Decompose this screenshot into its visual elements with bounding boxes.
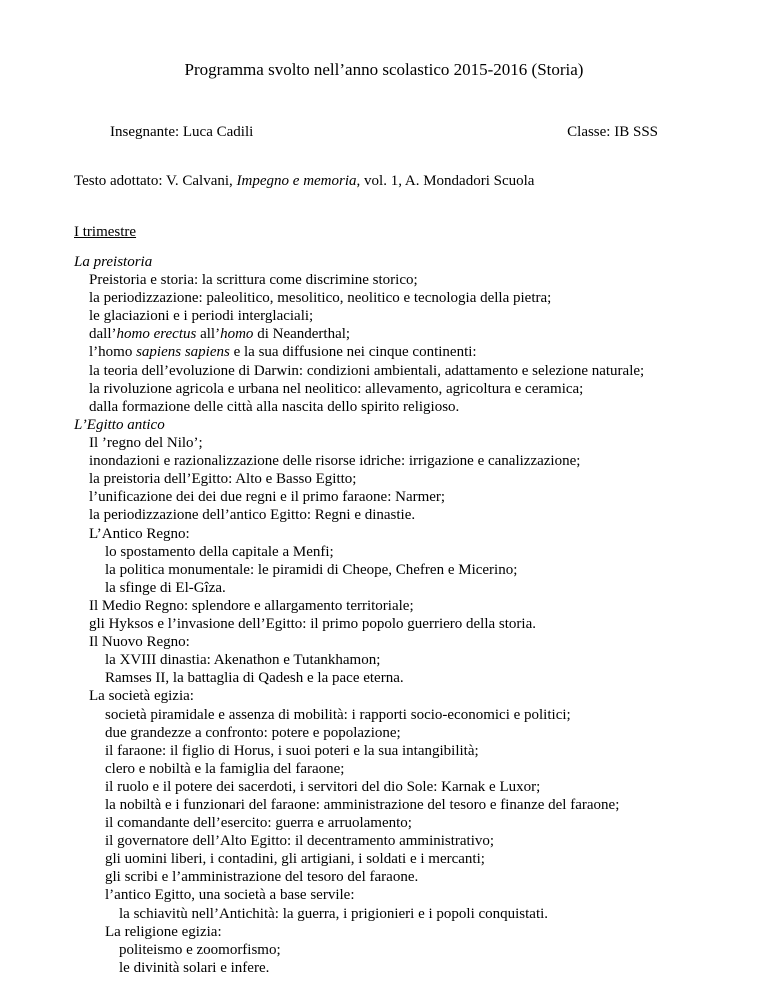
list-item: Il ’regno del Nilo’; xyxy=(89,435,203,452)
list-item: due grandezze a confronto: potere e popolazione; xyxy=(105,724,401,741)
text-fragment: dall’ xyxy=(89,326,117,343)
list-item: lo spostamento della capitale a Menfi; xyxy=(105,543,334,560)
list-item: dalla formazione delle città alla nascita dello spirito religioso. xyxy=(89,398,460,415)
text-fragment: e la sua diffusione nei cinque continenti: xyxy=(229,344,477,361)
list-item: l’antico Egitto, una società a base servile: xyxy=(105,887,355,904)
list-item: la schiavitù nell’Antichità: la guerra, i prigionieri e i popoli conquistati. xyxy=(119,905,549,922)
textbook-title: Impegno e memoria xyxy=(236,173,357,189)
list-item: politeismo e zoomorfismo; xyxy=(119,941,281,958)
list-item: La religione egizia: xyxy=(105,923,222,940)
egitto-section xyxy=(74,416,744,977)
page-title: Programma svolto nell’anno scolastico 2015-2016 (Storia) xyxy=(184,60,584,79)
list-item: gli Hyksos e l’invasione dell’Egitto: il primo popolo guerriero della storia. xyxy=(89,616,536,633)
text-fragment: sapiens sapiens xyxy=(136,344,230,361)
section-heading: I trimestre xyxy=(74,224,137,240)
list-item: Il Nuovo Regno: xyxy=(89,634,190,651)
text-fragment: all’ xyxy=(196,326,221,343)
list-item: la politica monumentale: le piramidi di Cheope, Chefren e Micerino; xyxy=(105,561,518,578)
teacher-name: Insegnante: Luca Cadili xyxy=(110,124,254,140)
list-item: società piramidale e assenza di mobilità: i rapporti socio-economici e politici; xyxy=(105,706,571,723)
list-item: le glaciazioni e i periodi interglaciali; xyxy=(89,308,314,325)
list-item: la rivoluzione agricola e urbana nel neolitico: allevamento, agricoltura e ceramica; xyxy=(89,380,584,397)
list-item xyxy=(74,325,744,343)
list-item: inondazioni e razionalizzazione delle risorse idriche: irrigazione e canalizzazione; xyxy=(89,453,581,470)
textbook-prefix: Testo adottato: V. Calvani, xyxy=(74,173,237,189)
list-item: Ramses II, la battaglia di Qadesh e la pace eterna. xyxy=(105,670,404,687)
textbook-line xyxy=(74,173,534,190)
list-item: Preistoria e storia: la scrittura come discrimine storico; xyxy=(89,272,418,289)
list-item: gli uomini liberi, i contadini, gli artigiani, i soldati e i mercanti; xyxy=(105,851,485,868)
list-item: le divinità solari e infere. xyxy=(119,959,270,976)
list-item: la preistoria dell’Egitto: Alto e Basso Egitto; xyxy=(89,471,357,488)
text-fragment: homo xyxy=(220,326,254,343)
list-item: il ruolo e il potere dei sacerdoti, i servitori del dio Sole: Karnak e Luxor; xyxy=(105,778,541,795)
list-item: il comandante dell’esercito: guerra e arruolamento; xyxy=(105,815,412,832)
list-item: gli scribi e l’amministrazione del tesoro del faraone. xyxy=(105,869,419,886)
list-item: Il Medio Regno: splendore e allargamento territoriale; xyxy=(89,597,414,614)
text-fragment: di Neanderthal; xyxy=(253,326,351,343)
text-fragment: homo erectus xyxy=(116,326,197,343)
list-item: il faraone: il figlio di Horus, i suoi poteri e la sua intangibilità; xyxy=(105,742,479,759)
list-item: La società egizia: xyxy=(89,688,194,705)
textbook-suffix: , vol. 1, A. Mondadori Scuola xyxy=(356,173,535,189)
list-item: la sfinge di El-Gîza. xyxy=(105,579,226,596)
egitto-heading: L’Egitto antico xyxy=(74,417,165,433)
list-item: clero e nobiltà e la famiglia del faraone; xyxy=(105,760,345,777)
list-item: la nobiltà e i funzionari del faraone: amministrazione del tesoro e finanze del faraone; xyxy=(105,796,620,813)
list-item: il governatore dell’Alto Egitto: il decentramento amministrativo; xyxy=(105,833,495,850)
preistoria-heading: La preistoria xyxy=(74,254,153,270)
list-item: la periodizzazione: paleolitico, mesolitico, neolitico e tecnologia della pietra; xyxy=(89,290,552,307)
list-item: L’Antico Regno: xyxy=(89,525,190,542)
list-item: la teoria dell’evoluzione di Darwin: condizioni ambientali, adattamento e selezione naturale; xyxy=(89,362,645,379)
class-label: Classe: IB SSS xyxy=(567,124,658,140)
list-item: l’unificazione dei dei due regni e il primo faraone: Narmer; xyxy=(89,489,446,506)
list-item xyxy=(74,343,744,361)
list-item: la XVIII dinastia: Akenathon e Tutankhamon; xyxy=(105,652,381,669)
list-item: la periodizzazione dell’antico Egitto: Regni e dinastie. xyxy=(89,507,416,524)
text-fragment: l’homo xyxy=(89,344,137,361)
preistoria-section xyxy=(74,253,744,416)
